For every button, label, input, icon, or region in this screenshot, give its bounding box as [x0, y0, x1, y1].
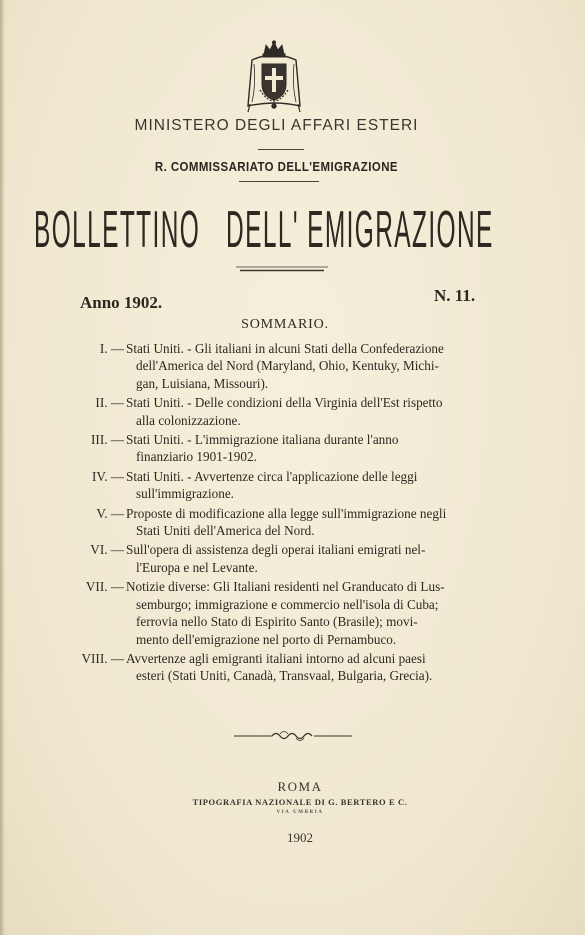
- summary-item-line: semburgo; immigrazione e commercio nell'isola di Cuba;: [136, 596, 439, 612]
- summary-item-line: gan, Luisiana, Missouri).: [136, 375, 269, 391]
- commissariato-name: R. COMMISSARIATO DELL'EMIGRAZIONE: [154, 159, 398, 174]
- summary-item: [70, 578, 540, 648]
- publication-title: [34, 200, 494, 260]
- summary-item-line: sull'immigrazione.: [136, 486, 234, 502]
- royal-crest-icon: [244, 40, 304, 114]
- summary-item: [70, 468, 540, 503]
- summary-item: [70, 340, 540, 392]
- title-part-2: DELL' EMIGRAZIONE: [226, 201, 494, 259]
- summary-item-line: dell'America del Nord (Maryland, Ohio, Kentuky, Michi-: [136, 358, 439, 374]
- decorative-flourish-icon: [232, 728, 354, 742]
- summary-item-line: Sull'opera di assistenza degli operai italiani emigrati nel-: [126, 542, 426, 558]
- summary-item-number: VIII. —: [81, 650, 124, 666]
- summary-item-line: esteri (Stati Uniti, Canadà, Transvaal, Bulgaria, Grecia).: [136, 668, 433, 684]
- summary-item: [70, 394, 540, 429]
- summary-item-number: I. —: [99, 341, 124, 356]
- summary-item-line: Notizie diverse: Gli Italiani residenti nel Granducato di Lus-: [126, 579, 445, 595]
- summary-item: [70, 431, 540, 466]
- summary-heading: SOMMARIO.: [241, 317, 329, 332]
- summary-item-line: mento dell'emigrazione nel porto di Pernambuco.: [136, 631, 397, 647]
- summary-item: [70, 650, 540, 685]
- summary-item-number: II. —: [95, 395, 124, 411]
- summary-item-line: l'Europa e nel Levante.: [136, 559, 258, 575]
- summary-item: [70, 505, 540, 540]
- summary-item-line: Stati Uniti. - Delle condizioni della Virginia dell'Est rispetto: [126, 395, 443, 411]
- double-rule-icon: [236, 266, 328, 272]
- issue-year: Anno 1902.: [80, 293, 163, 312]
- summary-item: [70, 541, 540, 576]
- imprint-city: ROMA: [277, 779, 323, 794]
- summary-item-number: IV. —: [92, 468, 124, 484]
- title-part-1: BOLLETTINO: [34, 201, 201, 259]
- summary-item-line: alla colonizzazione.: [136, 412, 241, 428]
- summary-item-line: ferrovia nello Stato di Espirito Santo (Brasile); movi-: [136, 614, 418, 630]
- imprint-street: VIA UMBRIA: [276, 810, 324, 815]
- summary-item-line: finanziario 1901-1902.: [136, 449, 257, 465]
- summary-item-number: VI. —: [90, 542, 124, 558]
- divider-rule: [258, 149, 304, 150]
- issue-number: N. 11.: [434, 286, 476, 305]
- summary-item-line: Proposte di modificazione alla legge sull'immigrazione negli: [126, 505, 447, 521]
- summary-item-number: III. —: [91, 432, 124, 448]
- divider-rule: [239, 181, 319, 182]
- imprint-printer: TIPOGRAFIA NAZIONALE DI G. BERTERO E C.: [192, 797, 408, 807]
- summary-item-line: Stati Uniti. - L'immigrazione italiana durante l'anno: [126, 432, 399, 448]
- summary-item-line: Stati Uniti. - Gli italiani in alcuni Stati della Confederazione: [126, 341, 444, 356]
- imprint-year: 1902: [287, 830, 313, 845]
- summary-item-number: V. —: [96, 505, 124, 521]
- summary-item-number: VII. —: [85, 579, 124, 595]
- table-of-contents: [70, 340, 540, 685]
- ministry-name: MINISTERO DEGLI AFFARI ESTERI: [134, 117, 419, 134]
- summary-item-line: Stati Uniti dell'America del Nord.: [136, 523, 315, 539]
- summary-item-line: Stati Uniti. - Avvertenze circa l'applicazione delle leggi: [126, 468, 418, 484]
- summary-item-line: Avvertenze agli emigranti italiani intorno ad alcuni paesi: [126, 650, 426, 666]
